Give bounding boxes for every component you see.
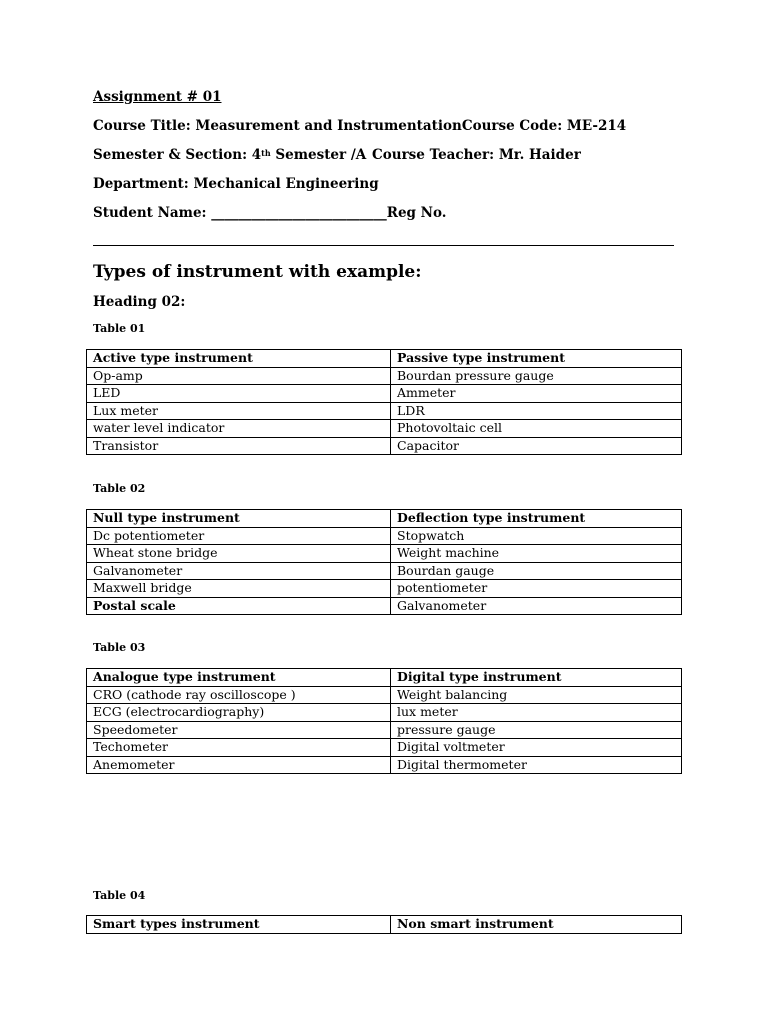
table-cell: lux meter: [391, 704, 682, 722]
table-header-cell: Active type instrument: [87, 350, 391, 368]
course-title-line: Course Title: Measurement and InstrumentationCourse Code: ME-214: [93, 118, 627, 134]
table-cell: Digital thermometer: [391, 756, 682, 774]
semester-line: [93, 146, 366, 164]
department-line: Department: Mechanical Engineering: [93, 176, 379, 192]
table-cell: Anemometer: [87, 756, 391, 774]
table-row: [87, 402, 682, 420]
table-03: [86, 668, 682, 774]
table-cell: Ammeter: [391, 385, 682, 403]
table-header-cell: Deflection type instrument: [391, 510, 682, 528]
table-row: [87, 367, 682, 385]
table-row: [87, 545, 682, 563]
table-cell: Maxwell bridge: [87, 580, 391, 598]
table-04-label: Table 04: [93, 889, 146, 902]
table-header-cell: Non smart instrument: [391, 916, 682, 934]
table-cell: Galvanometer: [87, 562, 391, 580]
horizontal-divider: [93, 245, 674, 246]
table-row: [87, 420, 682, 438]
table-cell: Transistor: [87, 437, 391, 455]
semester-superscript: th: [261, 148, 271, 158]
table-row: [87, 527, 682, 545]
table-cell: Op-amp: [87, 367, 391, 385]
table-04: [86, 915, 682, 934]
table-cell: Bourdan pressure gauge: [391, 367, 682, 385]
table-cell: CRO (cathode ray oscilloscope ): [87, 686, 391, 704]
table-cell: Wheat stone bridge: [87, 545, 391, 563]
table-cell: pressure gauge: [391, 721, 682, 739]
table-cell: Techometer: [87, 739, 391, 757]
table-cell: Stopwatch: [391, 527, 682, 545]
table-cell: potentiometer: [391, 580, 682, 598]
table-cell: Photovoltaic cell: [391, 420, 682, 438]
table-01-label: Table 01: [93, 322, 146, 335]
table-cell: Capacitor: [391, 437, 682, 455]
table-03-label: Table 03: [93, 641, 146, 654]
table-cell: Weight balancing: [391, 686, 682, 704]
table-row: [87, 562, 682, 580]
table-row: [87, 597, 682, 615]
table-cell: Bourdan gauge: [391, 562, 682, 580]
table-row: [87, 437, 682, 455]
table-cell: Speedometer: [87, 721, 391, 739]
table-row: [87, 385, 682, 403]
course-teacher: Course Teacher: Mr. Haider: [372, 147, 581, 163]
table-cell: Lux meter: [87, 402, 391, 420]
student-name-line: Student Name: __________________________Reg No.: [93, 205, 447, 221]
semester-prefix: Semester & Section: 4: [93, 147, 262, 163]
table-cell: Postal scale: [87, 597, 391, 615]
table-01: [86, 349, 682, 455]
table-cell: Digital voltmeter: [391, 739, 682, 757]
table-row: [87, 756, 682, 774]
table-header-cell: Null type instrument: [87, 510, 391, 528]
table-row: [87, 704, 682, 722]
table-cell: ECG (electrocardiography): [87, 704, 391, 722]
table-row: [87, 686, 682, 704]
table-header-cell: Digital type instrument: [391, 669, 682, 687]
table-cell: Galvanometer: [391, 597, 682, 615]
table-row: [87, 721, 682, 739]
semester-suffix: Semester /A: [270, 147, 367, 163]
assignment-title: Assignment # 01: [93, 89, 222, 105]
table-header-cell: Passive type instrument: [391, 350, 682, 368]
table-cell: LED: [87, 385, 391, 403]
table-header-row: [87, 510, 682, 528]
table-cell: water level indicator: [87, 420, 391, 438]
sub-heading: Heading 02:: [93, 294, 186, 310]
table-header-row: [87, 350, 682, 368]
table-header-cell: Smart types instrument: [87, 916, 391, 934]
table-02: [86, 509, 682, 615]
table-row: [87, 580, 682, 598]
table-cell: LDR: [391, 402, 682, 420]
table-header-row: [87, 916, 682, 934]
table-cell: Dc potentiometer: [87, 527, 391, 545]
table-row: [87, 739, 682, 757]
table-header-cell: Analogue type instrument: [87, 669, 391, 687]
section-heading: Types of instrument with example:: [93, 262, 422, 282]
table-header-row: [87, 669, 682, 687]
table-cell: Weight machine: [391, 545, 682, 563]
table-02-label: Table 02: [93, 482, 146, 495]
